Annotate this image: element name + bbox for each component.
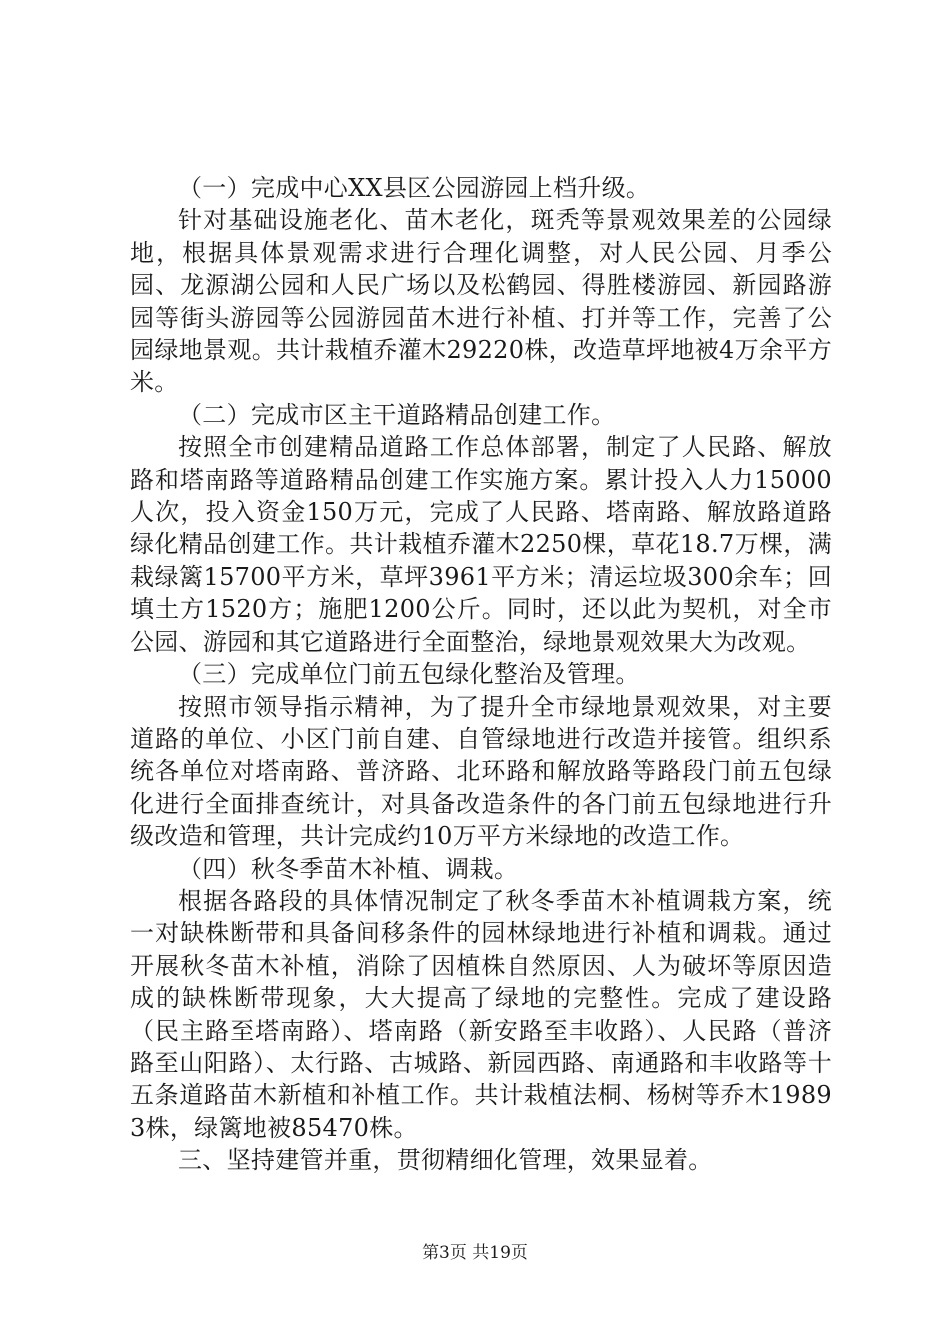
section-2-heading: （二）完成市区主干道路精品创建工作。 — [178, 400, 616, 429]
section-4-heading: （四）秋冬季苗木补植、调栽。 — [178, 854, 519, 883]
section-3-body: 按照市领导指示精神，为了提升全市绿地景观效果，对主要道路的单位、小区门前自建、自管绿地进行改造并接管。组织系统各单位对塔南路、普济路、北环路和解放路等路段门前五包绿化进行全面排查统计，对具备改造条件的各门前五包绿地进行升级改造和管理，共计完成约10万平方米绿地的改造工作。 — [130, 692, 832, 851]
section-3-heading: （三）完成单位门前五包绿化整治及管理。 — [178, 660, 640, 689]
page-number-footer: 第3页 共19页 — [422, 1243, 528, 1263]
closing-heading: 三、坚持建管并重，贯彻精细化管理，效果显着。 — [178, 1146, 713, 1175]
section-4-body: 根据各路段的具体情况制定了秋冬季苗木补植调栽方案，统一对缺株断带和具备间移条件的园林绿地进行补植和调栽。通过开展秋冬苗木补植，消除了因植株自然原因、人为破坏等原因造成的缺株断带现象，大大提高了绿地的完整性。完成了建设路（民主路至塔南路）、塔南路（新安路至丰收路）、人民路（普济路至山阳路）、太行路、古城路、新园西路、南通路和丰收路等十五条道路苗木新植和补植工作。共计栽植法桐、杨树等乔木19893株，绿篱地被85470株。 — [130, 886, 832, 1142]
document-body — [130, 172, 832, 1177]
section-2-body: 按照全市创建精品道路工作总体部署，制定了人民路、解放路和塔南路等道路精品创建工作实施方案。累计投入人力15000人次，投入资金150万元，完成了人民路、塔南路、解放路道路绿化精品创建工作。共计栽植乔灌木2250棵，草花18.7万棵，满栽绿篱15700平方米，草坪3961平方米；清运垃圾300余车；回填土方1520方；施肥1200公斤。同时，还以此为契机，对全市公园、游园和其它道路进行全面整治，绿地景观效果大为改观。 — [130, 433, 832, 656]
section-1-heading: （一）完成中心XX县区公园游园上档升级。 — [178, 174, 651, 202]
section-1-body: 针对基础设施老化、苗木老化，斑秃等景观效果差的公园绿地，根据具体景观需求进行合理化调整，对人民公园、月季公园、龙源湖公园和人民广场以及松鹤园、得胜楼游园、新园路游园等街头游园等公园游园苗木进行补植、打并等工作，完善了公园绿地景观。共计栽植乔灌木29220株，改造草坪地被4万余平方米。 — [130, 206, 832, 397]
